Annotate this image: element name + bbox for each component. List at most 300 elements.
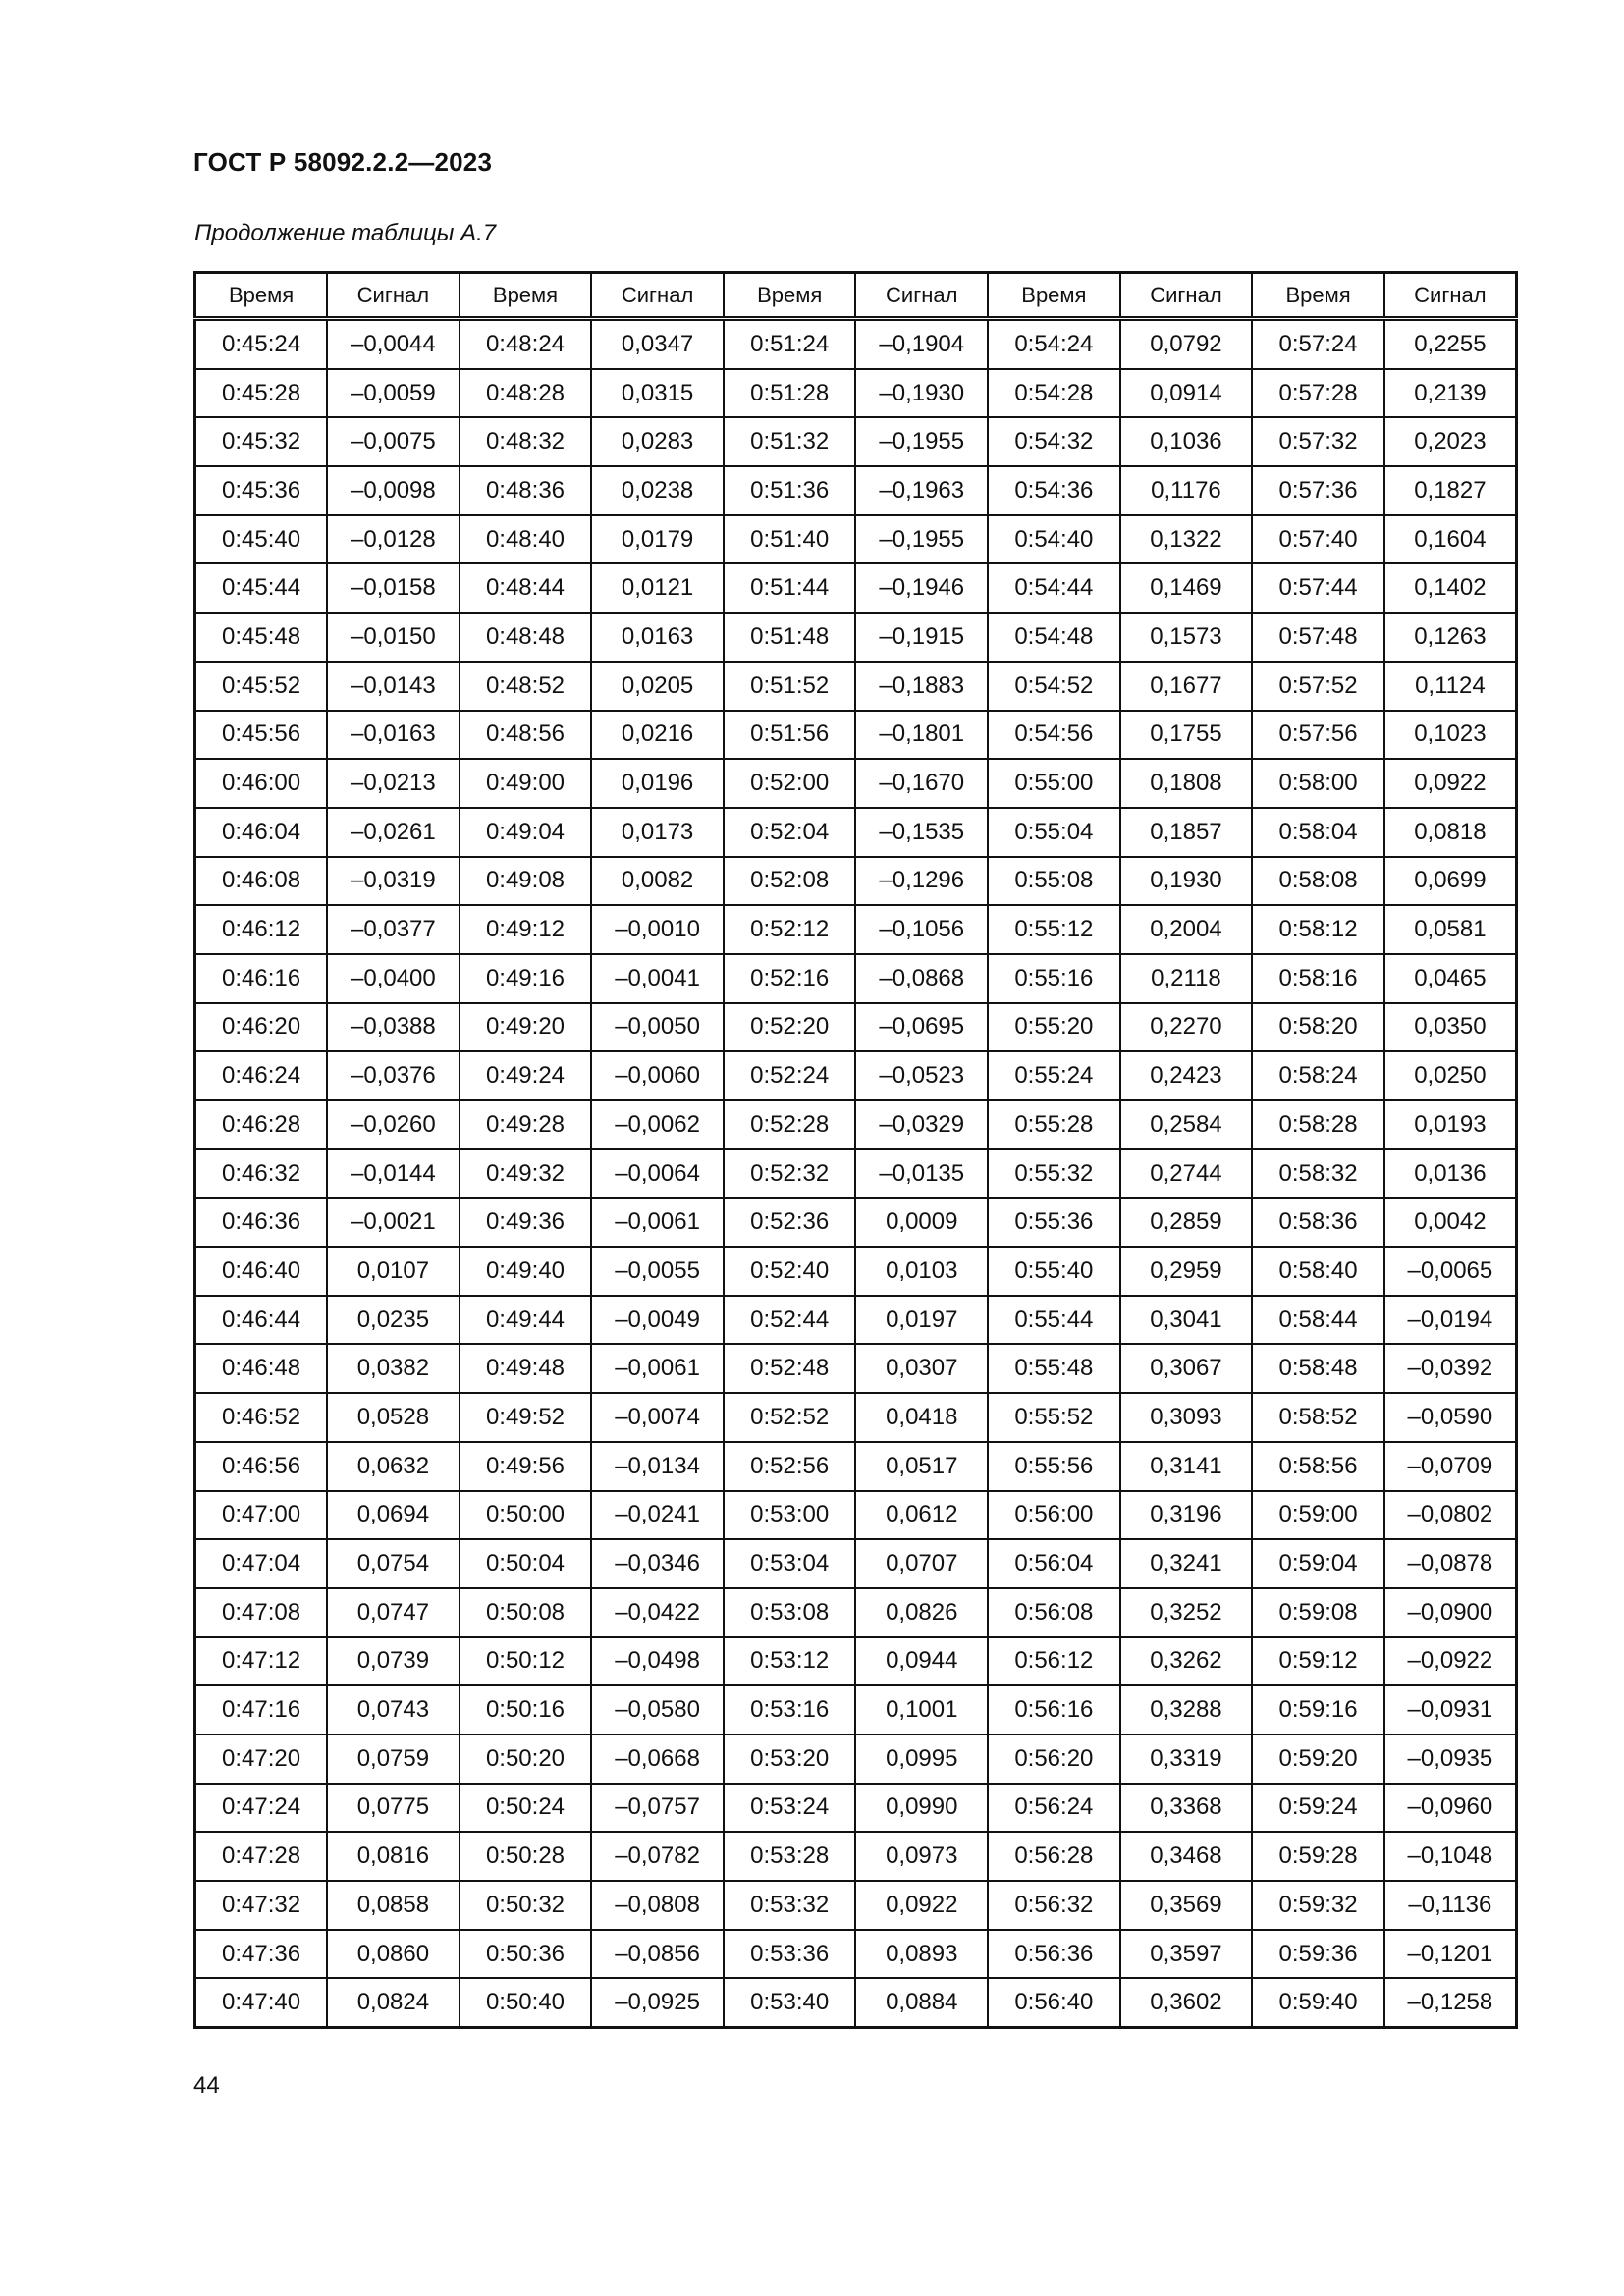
time-cell: 0:45:24 — [195, 319, 328, 369]
time-cell: 0:52:20 — [724, 1003, 856, 1052]
time-cell: 0:55:16 — [988, 954, 1120, 1003]
time-cell: 0:53:28 — [724, 1832, 856, 1881]
time-cell: 0:55:48 — [988, 1344, 1120, 1393]
time-cell: 0:48:52 — [460, 662, 592, 711]
time-cell: 0:49:20 — [460, 1003, 592, 1052]
signal-cell: –0,0878 — [1384, 1539, 1517, 1588]
signal-cell: 0,0382 — [327, 1344, 460, 1393]
signal-cell: 0,0995 — [855, 1735, 988, 1784]
time-cell: 0:45:44 — [195, 563, 328, 613]
signal-cell: –0,0498 — [591, 1637, 724, 1686]
time-cell: 0:46:32 — [195, 1149, 328, 1199]
table-caption: Продолжение таблицы А.7 — [194, 220, 497, 246]
time-cell: 0:55:24 — [988, 1051, 1120, 1100]
signal-cell: –0,0757 — [591, 1784, 724, 1833]
table-row — [195, 662, 1517, 711]
signal-cell: 0,0759 — [327, 1735, 460, 1784]
signal-cell: 0,3368 — [1120, 1784, 1253, 1833]
time-cell: 0:56:36 — [988, 1930, 1120, 1979]
time-cell: 0:45:48 — [195, 613, 328, 662]
time-cell: 0:49:32 — [460, 1149, 592, 1199]
signal-cell: 0,0082 — [591, 857, 724, 906]
time-cell: 0:52:44 — [724, 1296, 856, 1345]
table-row — [195, 1978, 1517, 2027]
time-cell: 0:47:32 — [195, 1881, 328, 1930]
time-cell: 0:51:36 — [724, 466, 856, 515]
time-cell: 0:55:12 — [988, 905, 1120, 954]
signal-cell: 0,0632 — [327, 1442, 460, 1491]
column-header-signal: Сигнал — [591, 273, 724, 319]
signal-cell: 0,1930 — [1120, 857, 1253, 906]
signal-cell: 0,0707 — [855, 1539, 988, 1588]
document-title: ГОСТ Р 58092.2.2—2023 — [193, 147, 493, 177]
table-row — [195, 1784, 1517, 1833]
time-cell: 0:54:28 — [988, 369, 1120, 418]
time-cell: 0:49:08 — [460, 857, 592, 906]
time-cell: 0:50:00 — [460, 1491, 592, 1540]
time-cell: 0:59:36 — [1252, 1930, 1384, 1979]
signal-cell: 0,0747 — [327, 1588, 460, 1637]
time-cell: 0:48:32 — [460, 417, 592, 466]
time-cell: 0:56:12 — [988, 1637, 1120, 1686]
time-cell: 0:53:12 — [724, 1637, 856, 1686]
signal-cell: 0,0179 — [591, 515, 724, 564]
signal-cell: 0,1827 — [1384, 466, 1517, 515]
time-cell: 0:54:44 — [988, 563, 1120, 613]
time-cell: 0:48:24 — [460, 319, 592, 369]
signal-cell: –0,0044 — [327, 319, 460, 369]
table-header — [195, 273, 1517, 319]
time-cell: 0:46:12 — [195, 905, 328, 954]
time-cell: 0:56:08 — [988, 1588, 1120, 1637]
time-cell: 0:46:16 — [195, 954, 328, 1003]
time-cell: 0:59:40 — [1252, 1978, 1384, 2027]
signal-cell: 0,0121 — [591, 563, 724, 613]
time-cell: 0:45:52 — [195, 662, 328, 711]
table-row — [195, 1832, 1517, 1881]
table-row — [195, 319, 1517, 369]
time-cell: 0:59:00 — [1252, 1491, 1384, 1540]
signal-cell: –0,0935 — [1384, 1735, 1517, 1784]
signal-cell: 0,0216 — [591, 711, 724, 760]
signal-cell: –0,0422 — [591, 1588, 724, 1637]
column-header-time: Время — [460, 273, 592, 319]
time-cell: 0:49:16 — [460, 954, 592, 1003]
table-row — [195, 759, 1517, 808]
table-body — [195, 319, 1517, 2028]
signal-cell: –0,0400 — [327, 954, 460, 1003]
table-row — [195, 1149, 1517, 1199]
page-number: 44 — [193, 2072, 220, 2099]
time-cell: 0:52:16 — [724, 954, 856, 1003]
time-cell: 0:57:56 — [1252, 711, 1384, 760]
signal-cell: –0,1048 — [1384, 1832, 1517, 1881]
signal-cell: –0,0061 — [591, 1344, 724, 1393]
time-cell: 0:50:28 — [460, 1832, 592, 1881]
signal-cell: 0,1573 — [1120, 613, 1253, 662]
time-cell: 0:48:28 — [460, 369, 592, 418]
signal-cell: –0,1930 — [855, 369, 988, 418]
signal-cell: 0,1857 — [1120, 808, 1253, 857]
signal-cell: 0,0826 — [855, 1588, 988, 1637]
time-cell: 0:53:24 — [724, 1784, 856, 1833]
column-header-signal: Сигнал — [327, 273, 460, 319]
signal-cell: –0,0668 — [591, 1735, 724, 1784]
time-cell: 0:58:28 — [1252, 1100, 1384, 1149]
signal-cell: –0,0261 — [327, 808, 460, 857]
time-cell: 0:52:52 — [724, 1393, 856, 1442]
signal-cell: –0,0319 — [327, 857, 460, 906]
time-cell: 0:51:32 — [724, 417, 856, 466]
time-cell: 0:55:44 — [988, 1296, 1120, 1345]
time-cell: 0:58:56 — [1252, 1442, 1384, 1491]
time-cell: 0:57:36 — [1252, 466, 1384, 515]
signal-cell: 0,0914 — [1120, 369, 1253, 418]
column-header-signal: Сигнал — [855, 273, 988, 319]
signal-cell: –0,0925 — [591, 1978, 724, 2027]
time-cell: 0:51:52 — [724, 662, 856, 711]
signal-cell: –0,0329 — [855, 1100, 988, 1149]
time-cell: 0:57:40 — [1252, 515, 1384, 564]
signal-cell: 0,0816 — [327, 1832, 460, 1881]
time-cell: 0:55:00 — [988, 759, 1120, 808]
signal-cell: 0,0163 — [591, 613, 724, 662]
time-cell: 0:50:16 — [460, 1685, 592, 1735]
table-row — [195, 369, 1517, 418]
table-row — [195, 954, 1517, 1003]
time-cell: 0:58:32 — [1252, 1149, 1384, 1199]
time-cell: 0:46:48 — [195, 1344, 328, 1393]
signal-cell: 0,1755 — [1120, 711, 1253, 760]
table-row — [195, 1393, 1517, 1442]
time-cell: 0:52:48 — [724, 1344, 856, 1393]
signal-cell: 0,0235 — [327, 1296, 460, 1345]
time-cell: 0:49:48 — [460, 1344, 592, 1393]
signal-cell: –0,0931 — [1384, 1685, 1517, 1735]
signal-cell: –0,0194 — [1384, 1296, 1517, 1345]
time-cell: 0:57:32 — [1252, 417, 1384, 466]
signal-cell: 0,0136 — [1384, 1149, 1517, 1199]
time-cell: 0:57:28 — [1252, 369, 1384, 418]
signal-cell: –0,1056 — [855, 905, 988, 954]
signal-cell: –0,0010 — [591, 905, 724, 954]
table-row — [195, 613, 1517, 662]
signal-cell: –0,0144 — [327, 1149, 460, 1199]
signal-cell: 0,0694 — [327, 1491, 460, 1540]
time-cell: 0:48:48 — [460, 613, 592, 662]
table-row — [195, 515, 1517, 564]
signal-cell: 0,0009 — [855, 1198, 988, 1247]
time-cell: 0:45:28 — [195, 369, 328, 418]
signal-cell: –0,0590 — [1384, 1393, 1517, 1442]
time-cell: 0:51:40 — [724, 515, 856, 564]
signal-cell: 0,0990 — [855, 1784, 988, 1833]
column-header-time: Время — [724, 273, 856, 319]
time-cell: 0:56:16 — [988, 1685, 1120, 1735]
time-cell: 0:49:04 — [460, 808, 592, 857]
signal-cell: –0,1955 — [855, 515, 988, 564]
table-row — [195, 1247, 1517, 1296]
signal-cell: –0,0163 — [327, 711, 460, 760]
signal-cell: –0,1258 — [1384, 1978, 1517, 2027]
signal-cell: –0,0128 — [327, 515, 460, 564]
table-row — [195, 563, 1517, 613]
signal-cell: 0,3319 — [1120, 1735, 1253, 1784]
time-cell: 0:51:28 — [724, 369, 856, 418]
table-row — [195, 1735, 1517, 1784]
signal-cell: 0,3569 — [1120, 1881, 1253, 1930]
signal-cell: 0,0315 — [591, 369, 724, 418]
time-cell: 0:52:36 — [724, 1198, 856, 1247]
signal-cell: –0,0059 — [327, 369, 460, 418]
time-cell: 0:58:12 — [1252, 905, 1384, 954]
time-cell: 0:46:40 — [195, 1247, 328, 1296]
signal-cell: –0,0900 — [1384, 1588, 1517, 1637]
time-cell: 0:53:08 — [724, 1588, 856, 1637]
time-cell: 0:58:52 — [1252, 1393, 1384, 1442]
signal-cell: –0,0213 — [327, 759, 460, 808]
time-cell: 0:51:56 — [724, 711, 856, 760]
time-cell: 0:53:32 — [724, 1881, 856, 1930]
signal-cell: 0,0743 — [327, 1685, 460, 1735]
signal-cell: 0,3241 — [1120, 1539, 1253, 1588]
time-cell: 0:52:08 — [724, 857, 856, 906]
time-cell: 0:54:24 — [988, 319, 1120, 369]
signal-cell: 0,1677 — [1120, 662, 1253, 711]
signal-cell: –0,0922 — [1384, 1637, 1517, 1686]
time-cell: 0:47:04 — [195, 1539, 328, 1588]
time-cell: 0:54:52 — [988, 662, 1120, 711]
time-cell: 0:50:36 — [460, 1930, 592, 1979]
signal-cell: 0,2023 — [1384, 417, 1517, 466]
signal-cell: 0,0517 — [855, 1442, 988, 1491]
time-cell: 0:55:52 — [988, 1393, 1120, 1442]
time-cell: 0:56:04 — [988, 1539, 1120, 1588]
time-cell: 0:56:24 — [988, 1784, 1120, 1833]
column-header-time: Время — [1252, 273, 1384, 319]
signal-cell: 0,0307 — [855, 1344, 988, 1393]
signal-cell: 0,3252 — [1120, 1588, 1253, 1637]
time-cell: 0:46:20 — [195, 1003, 328, 1052]
signal-cell: –0,0061 — [591, 1198, 724, 1247]
time-cell: 0:56:40 — [988, 1978, 1120, 2027]
column-header-time: Время — [195, 273, 328, 319]
time-cell: 0:58:16 — [1252, 954, 1384, 1003]
signal-cell: 0,2139 — [1384, 369, 1517, 418]
signal-cell: 0,0699 — [1384, 857, 1517, 906]
signal-cell: –0,0062 — [591, 1100, 724, 1149]
table-row — [195, 1637, 1517, 1686]
time-cell: 0:52:04 — [724, 808, 856, 857]
signal-cell: 0,0612 — [855, 1491, 988, 1540]
signal-cell: –0,0802 — [1384, 1491, 1517, 1540]
time-cell: 0:57:48 — [1252, 613, 1384, 662]
time-cell: 0:47:24 — [195, 1784, 328, 1833]
table-row — [195, 1685, 1517, 1735]
time-cell: 0:46:00 — [195, 759, 328, 808]
time-cell: 0:45:32 — [195, 417, 328, 466]
time-cell: 0:58:08 — [1252, 857, 1384, 906]
signal-cell: –0,1801 — [855, 711, 988, 760]
data-table-container — [193, 271, 1515, 2029]
time-cell: 0:54:36 — [988, 466, 1120, 515]
signal-cell: –0,0050 — [591, 1003, 724, 1052]
signal-cell: 0,3067 — [1120, 1344, 1253, 1393]
time-cell: 0:49:00 — [460, 759, 592, 808]
time-cell: 0:58:04 — [1252, 808, 1384, 857]
signal-cell: 0,0283 — [591, 417, 724, 466]
signal-cell: –0,1883 — [855, 662, 988, 711]
time-cell: 0:47:16 — [195, 1685, 328, 1735]
table-row — [195, 905, 1517, 954]
signal-cell: 0,2270 — [1120, 1003, 1253, 1052]
time-cell: 0:47:20 — [195, 1735, 328, 1784]
signal-cell: 0,2859 — [1120, 1198, 1253, 1247]
signal-cell: –0,0388 — [327, 1003, 460, 1052]
signal-cell: –0,0808 — [591, 1881, 724, 1930]
time-cell: 0:52:00 — [724, 759, 856, 808]
signal-cell: 0,0196 — [591, 759, 724, 808]
time-cell: 0:54:48 — [988, 613, 1120, 662]
signal-cell: –0,0376 — [327, 1051, 460, 1100]
column-header-signal: Сигнал — [1120, 273, 1253, 319]
signal-cell: 0,0197 — [855, 1296, 988, 1345]
signal-cell: 0,0238 — [591, 466, 724, 515]
signal-cell: –0,0392 — [1384, 1344, 1517, 1393]
time-cell: 0:54:56 — [988, 711, 1120, 760]
time-cell: 0:55:32 — [988, 1149, 1120, 1199]
table-row — [195, 417, 1517, 466]
time-cell: 0:47:28 — [195, 1832, 328, 1881]
time-cell: 0:53:00 — [724, 1491, 856, 1540]
signal-cell: 0,0347 — [591, 319, 724, 369]
table-row — [195, 1051, 1517, 1100]
signal-cell: 0,0418 — [855, 1393, 988, 1442]
signal-cell: 0,1124 — [1384, 662, 1517, 711]
time-cell: 0:53:20 — [724, 1735, 856, 1784]
signal-cell: 0,1604 — [1384, 515, 1517, 564]
signal-cell: 0,1402 — [1384, 563, 1517, 613]
signal-cell: –0,0580 — [591, 1685, 724, 1735]
signal-cell: –0,0260 — [327, 1100, 460, 1149]
signal-cell: 0,0173 — [591, 808, 724, 857]
signal-cell: –0,0143 — [327, 662, 460, 711]
time-cell: 0:58:24 — [1252, 1051, 1384, 1100]
table-row — [195, 1003, 1517, 1052]
signal-cell: 0,0528 — [327, 1393, 460, 1442]
signal-cell: 0,3468 — [1120, 1832, 1253, 1881]
time-cell: 0:53:16 — [724, 1685, 856, 1735]
signal-cell: –0,0960 — [1384, 1784, 1517, 1833]
signal-cell: 0,0824 — [327, 1978, 460, 2027]
signal-cell: 0,0858 — [327, 1881, 460, 1930]
time-cell: 0:45:56 — [195, 711, 328, 760]
signal-cell: –0,0075 — [327, 417, 460, 466]
signal-cell: 0,1023 — [1384, 711, 1517, 760]
time-cell: 0:52:28 — [724, 1100, 856, 1149]
table-row — [195, 1539, 1517, 1588]
time-cell: 0:59:32 — [1252, 1881, 1384, 1930]
time-cell: 0:50:04 — [460, 1539, 592, 1588]
time-cell: 0:52:56 — [724, 1442, 856, 1491]
time-cell: 0:47:36 — [195, 1930, 328, 1979]
time-cell: 0:50:20 — [460, 1735, 592, 1784]
time-cell: 0:56:28 — [988, 1832, 1120, 1881]
signal-cell: 0,0973 — [855, 1832, 988, 1881]
signal-cell: –0,1904 — [855, 319, 988, 369]
time-cell: 0:58:20 — [1252, 1003, 1384, 1052]
column-header-time: Время — [988, 273, 1120, 319]
time-cell: 0:57:24 — [1252, 319, 1384, 369]
time-cell: 0:50:12 — [460, 1637, 592, 1686]
signal-cell: –0,0064 — [591, 1149, 724, 1199]
signal-cell: –0,1535 — [855, 808, 988, 857]
time-cell: 0:50:24 — [460, 1784, 592, 1833]
signal-cell: 0,3602 — [1120, 1978, 1253, 2027]
time-cell: 0:46:28 — [195, 1100, 328, 1149]
time-cell: 0:47:12 — [195, 1637, 328, 1686]
signal-cell: –0,0868 — [855, 954, 988, 1003]
time-cell: 0:58:00 — [1252, 759, 1384, 808]
signal-cell: 0,2744 — [1120, 1149, 1253, 1199]
time-cell: 0:48:56 — [460, 711, 592, 760]
signal-cell: 0,2423 — [1120, 1051, 1253, 1100]
signal-cell: –0,1670 — [855, 759, 988, 808]
table-row — [195, 711, 1517, 760]
time-cell: 0:46:44 — [195, 1296, 328, 1345]
signal-cell: 0,0922 — [1384, 759, 1517, 808]
table-row — [195, 857, 1517, 906]
signal-cell: 0,0581 — [1384, 905, 1517, 954]
signal-cell: 0,1808 — [1120, 759, 1253, 808]
column-header-signal: Сигнал — [1384, 273, 1517, 319]
time-cell: 0:52:40 — [724, 1247, 856, 1296]
signal-cell: –0,1946 — [855, 563, 988, 613]
time-cell: 0:51:24 — [724, 319, 856, 369]
signal-cell: 0,0884 — [855, 1978, 988, 2027]
time-cell: 0:56:20 — [988, 1735, 1120, 1784]
time-cell: 0:49:44 — [460, 1296, 592, 1345]
signal-cell: –0,0041 — [591, 954, 724, 1003]
time-cell: 0:46:36 — [195, 1198, 328, 1247]
time-cell: 0:49:36 — [460, 1198, 592, 1247]
signal-cell: 0,3141 — [1120, 1442, 1253, 1491]
time-cell: 0:55:04 — [988, 808, 1120, 857]
time-cell: 0:57:52 — [1252, 662, 1384, 711]
signal-cell: 0,0922 — [855, 1881, 988, 1930]
time-cell: 0:50:32 — [460, 1881, 592, 1930]
signal-cell: 0,3262 — [1120, 1637, 1253, 1686]
time-cell: 0:46:52 — [195, 1393, 328, 1442]
table-row — [195, 1930, 1517, 1979]
time-cell: 0:47:08 — [195, 1588, 328, 1637]
header-row — [195, 273, 1517, 319]
time-cell: 0:52:24 — [724, 1051, 856, 1100]
signal-cell: 0,3597 — [1120, 1930, 1253, 1979]
time-cell: 0:54:32 — [988, 417, 1120, 466]
time-cell: 0:46:24 — [195, 1051, 328, 1100]
time-cell: 0:59:12 — [1252, 1637, 1384, 1686]
signal-cell: 0,2959 — [1120, 1247, 1253, 1296]
time-cell: 0:55:40 — [988, 1247, 1120, 1296]
signal-cell: –0,0346 — [591, 1539, 724, 1588]
table-row — [195, 1100, 1517, 1149]
table-row — [195, 1296, 1517, 1345]
time-cell: 0:59:04 — [1252, 1539, 1384, 1588]
time-cell: 0:49:52 — [460, 1393, 592, 1442]
time-cell: 0:48:36 — [460, 466, 592, 515]
signal-cell: 0,1001 — [855, 1685, 988, 1735]
